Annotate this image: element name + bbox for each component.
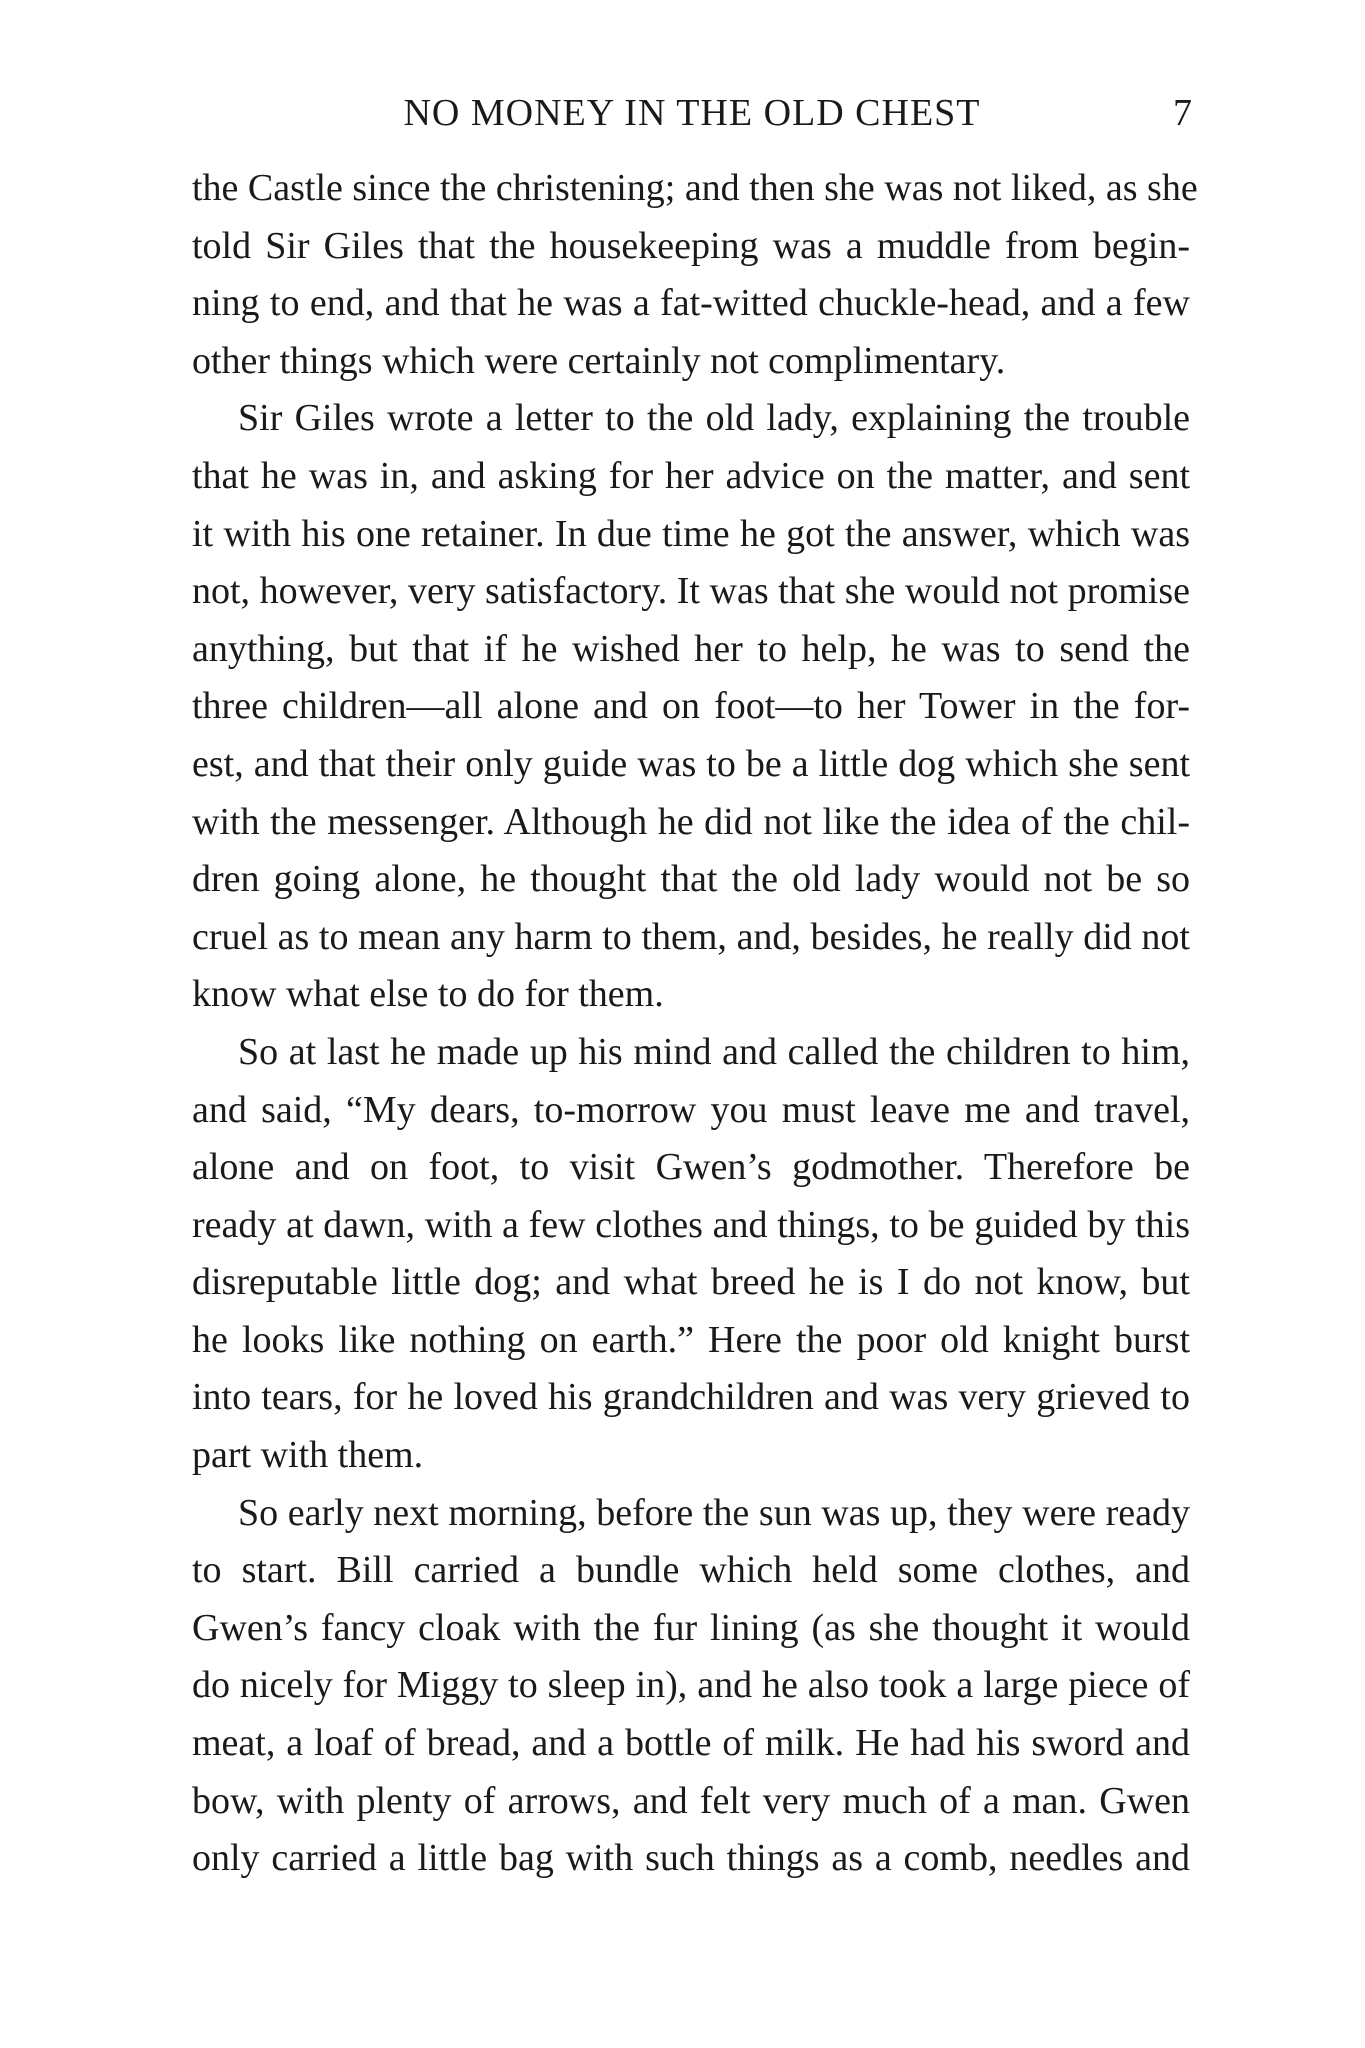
text-line: other things which were certainly not complimentary.: [192, 339, 1006, 382]
text-line: he looks like nothing on earth.” Here the poor old knight burst: [192, 1318, 1190, 1361]
paragraph: [192, 160, 1198, 390]
text-line: dren going alone, he thought that the old lady would not be so: [192, 858, 1190, 901]
text-line: Gwen’s fancy cloak with the fur lining (as she thought it would: [192, 1606, 1190, 1649]
text-line: part with them.: [192, 1434, 424, 1477]
text-line: with the messenger. Although he did not like the idea of the chil-: [192, 800, 1190, 843]
text-line: only carried a little bag with such things as a comb, needles and: [192, 1837, 1190, 1880]
text-line: that he was in, and asking for her advice on the matter, and sent: [192, 454, 1190, 497]
text-line: it with his one retainer. In due time he got the answer, which was: [192, 512, 1190, 555]
paragraph: [192, 390, 1190, 1024]
text-line: into tears, for he loved his grandchildren and was very grieved to: [192, 1376, 1190, 1419]
text-line: So at last he made up his mind and called the children to him,: [238, 1030, 1190, 1073]
text-line: know what else to do for them.: [192, 973, 664, 1016]
text-line: bow, with plenty of arrows, and felt very much of a man. Gwen: [192, 1779, 1190, 1822]
text-line: ready at dawn, with a few clothes and things, to be guided by this: [192, 1203, 1190, 1246]
text-line: est, and that their only guide was to be a little dog which she sent: [192, 742, 1190, 785]
running-title: NO MONEY IN THE OLD CHEST: [403, 92, 981, 134]
text-line: So early next morning, before the sun was up, they were ready: [238, 1491, 1190, 1534]
text-line: meat, a loaf of bread, and a bottle of milk. He had his sword and: [192, 1722, 1190, 1765]
text-line: anything, but that if he wished her to help, he was to send the: [192, 627, 1190, 670]
running-head: [192, 88, 1192, 138]
text-line: told Sir Giles that the housekeeping was a muddle from begin-: [192, 224, 1190, 267]
text-line: alone and on foot, to visit Gwen’s godmother. Therefore be: [192, 1146, 1190, 1189]
text-line: and said, “My dears, to-morrow you must leave me and travel,: [192, 1088, 1190, 1131]
body-text: [192, 160, 1198, 1888]
paragraph: [192, 1485, 1190, 1888]
text-line: three children—all alone and on foot—to her Tower in the for-: [192, 685, 1190, 728]
page-number: 7: [1173, 92, 1192, 134]
text-line: ning to end, and that he was a fat-witted chuckle-head, and a few: [192, 282, 1190, 325]
text-line: to start. Bill carried a bundle which held some clothes, and: [192, 1549, 1190, 1592]
text-line: do nicely for Miggy to sleep in), and he also took a large piece of: [192, 1664, 1190, 1707]
paragraph: [192, 1024, 1190, 1485]
text-line: not, however, very satisfactory. It was that she would not promise: [192, 570, 1190, 613]
text-line: cruel as to mean any harm to them, and, besides, he really did not: [192, 915, 1190, 958]
text-line: the Castle since the christening; and then she was not liked, as she: [192, 167, 1198, 209]
text-line: disreputable little dog; and what breed he is I do not know, but: [192, 1261, 1190, 1304]
text-line: Sir Giles wrote a letter to the old lady, explaining the trouble: [238, 397, 1190, 440]
